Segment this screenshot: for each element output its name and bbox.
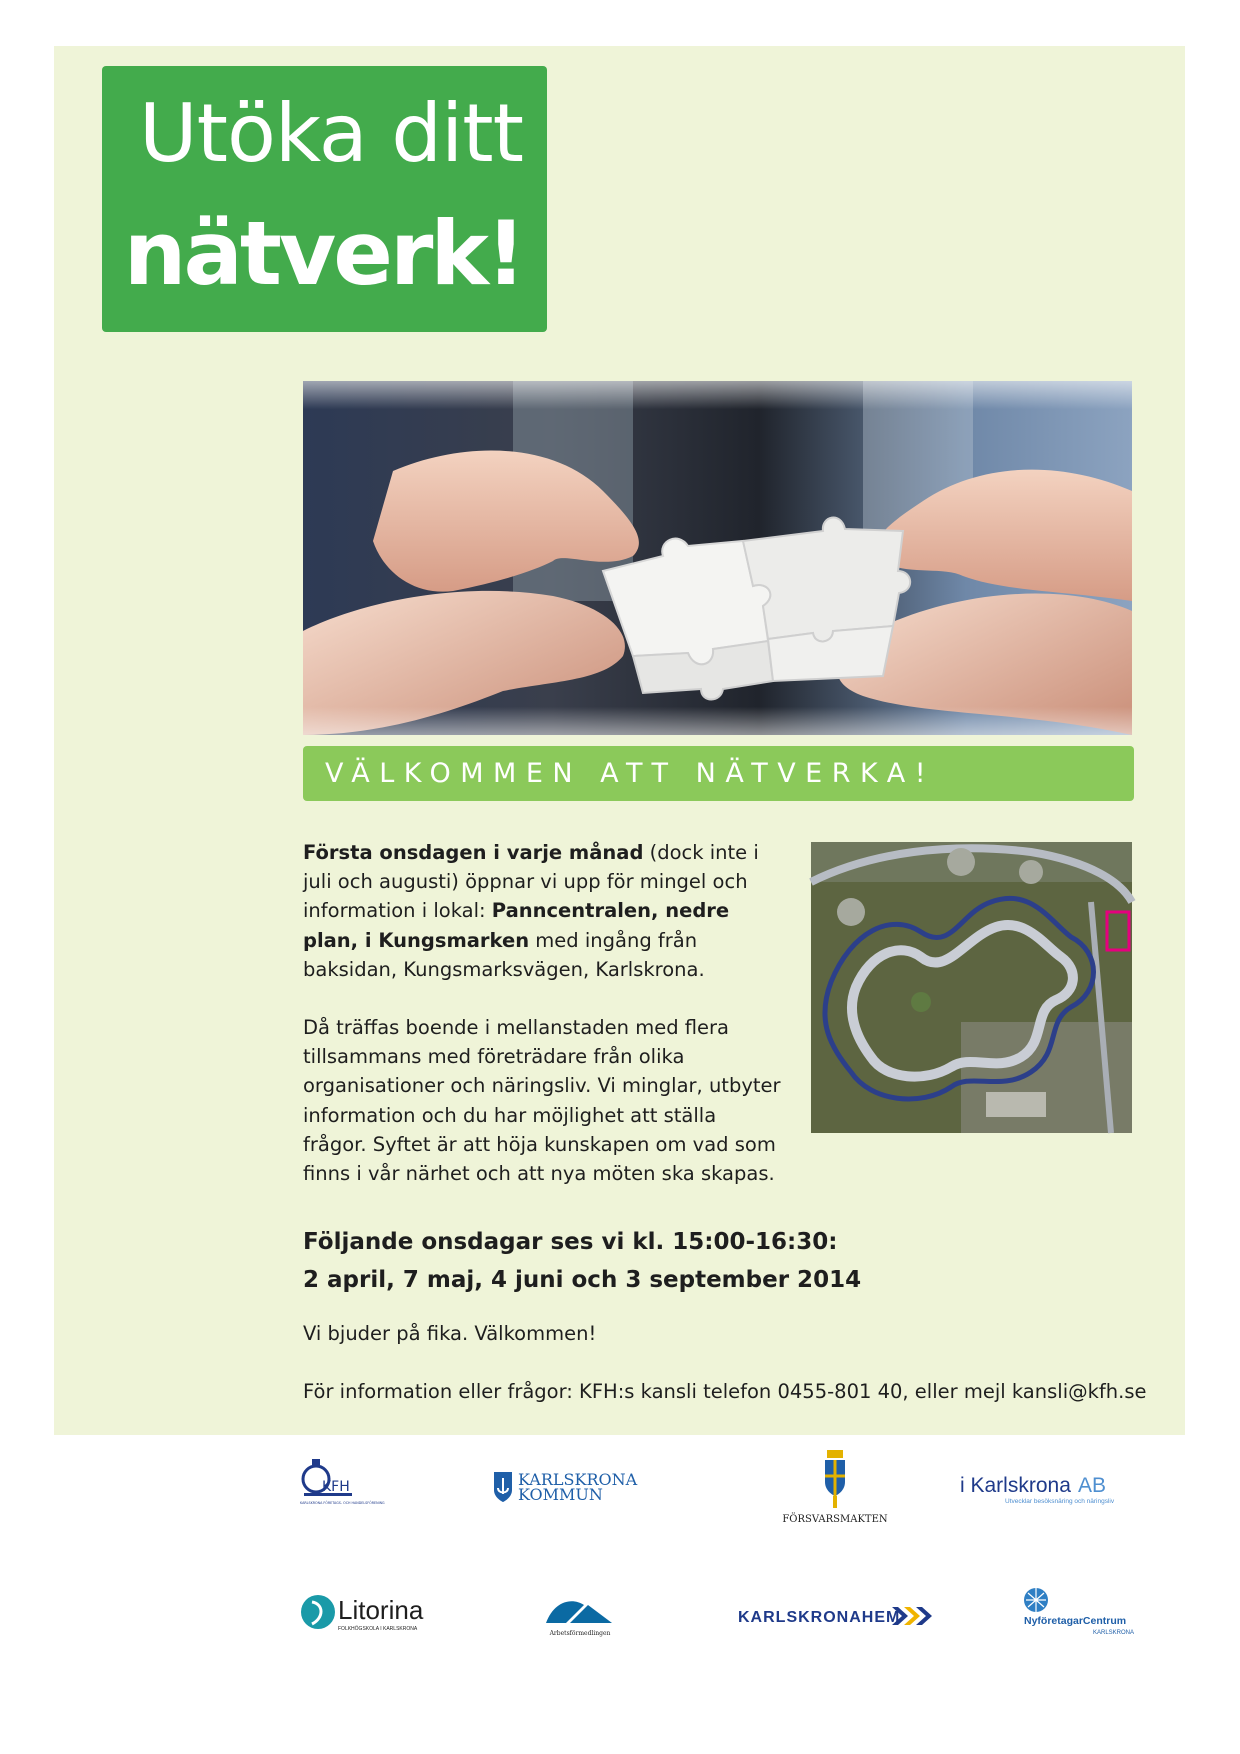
intro-text-1: (dock inte i juli och augusti) öppnar vi upp för mingel och information i lokal: xyxy=(303,841,759,923)
intro-bold-2: Panncentralen, nedre plan, i Kungsmarken xyxy=(303,899,730,952)
fika-text: Vi bjuder på fika. Välkommen! xyxy=(303,1322,597,1345)
dates-block xyxy=(303,1223,861,1299)
litorina-name: Litorina xyxy=(338,1595,424,1625)
kfh-logo xyxy=(300,1457,385,1513)
contact-info: För information eller frågor: KFH:s kansli telefon 0455-801 40, eller mejl kansli@kfh.se xyxy=(303,1380,1147,1403)
welcome-banner xyxy=(303,746,1134,801)
crown-icon xyxy=(827,1450,843,1458)
forsvarsmakten-logo xyxy=(780,1448,890,1524)
ikarlskrona-logo xyxy=(960,1472,1135,1506)
title-line-2: nätverk! xyxy=(123,202,523,305)
dates-line-1: Följande onsdagar ses vi kl. 15:00-16:30: xyxy=(303,1229,838,1255)
intro-text-2: med ingång från baksidan, Kungsmarksvägen, Karlskrona. xyxy=(303,928,705,981)
kfh-name: KFH xyxy=(322,1479,350,1495)
puzzle-hands-photo xyxy=(303,381,1132,735)
forsvarsmakten-name: FÖRSVARSMAKTEN xyxy=(782,1514,888,1525)
intro-paragraph xyxy=(303,838,778,984)
nyforetagarcentrum-logo xyxy=(1022,1586,1137,1640)
karlskrona-kommun-logo xyxy=(492,1468,652,1504)
aerial-map-image xyxy=(811,842,1132,1133)
arbetsformedlingen-logo xyxy=(540,1595,620,1639)
ikarlskrona-name: i Karlskrona xyxy=(960,1474,1071,1497)
litorina-shell-icon xyxy=(301,1595,335,1629)
ikarlskrona-ab: AB xyxy=(1078,1474,1107,1497)
arbetsformedlingen-name: Arbetsförmedlingen xyxy=(549,1630,611,1637)
description-paragraph: Då träffas boende i mellanstaden med flera tillsammans med företrädare från olika organisationer och näringsliv. Vi minglar, utbyter information och du har möjlighet att ställa frågor. Syftet är att höja kunskapen om vad som finns i vår närhet och att nya möten ska skapas. xyxy=(303,1016,781,1186)
title-box xyxy=(102,66,547,332)
kfh-sub: KARLSKRONA FÖRETAGS- OCH HANDELSFÖRENING xyxy=(300,1501,385,1505)
karlskronahem-logo xyxy=(738,1603,938,1629)
karlskronahem-name: KARLSKRONAHEM xyxy=(738,1609,901,1626)
title-line-1: Utöka ditt xyxy=(139,87,523,180)
welcome-banner-text: VÄLKOMMEN ATT NÄTVERKA! xyxy=(325,758,936,789)
karlskrona-line-1: KARLSKRONA xyxy=(518,1470,638,1489)
karlskrona-line-2: KOMMUN xyxy=(518,1485,603,1504)
ikarlskrona-sub: Utvecklar besöksnäring och näringsliv xyxy=(1005,1498,1115,1505)
dates-line-2: 2 april, 7 maj, 4 juni och 3 september 2014 xyxy=(303,1267,862,1293)
nyforetagarcentrum-name: NyföretagarCentrum xyxy=(1024,1615,1127,1627)
litorina-sub: FOLKHÖGSKOLA I KARLSKRONA xyxy=(338,1626,418,1632)
nyforetagarcentrum-sub: KARLSKRONA xyxy=(1092,1630,1134,1636)
kfh-emblem-icon xyxy=(300,1457,385,1513)
litorina-logo xyxy=(300,1592,440,1636)
intro-bold-1: Första onsdagen i varje månad xyxy=(303,841,644,864)
